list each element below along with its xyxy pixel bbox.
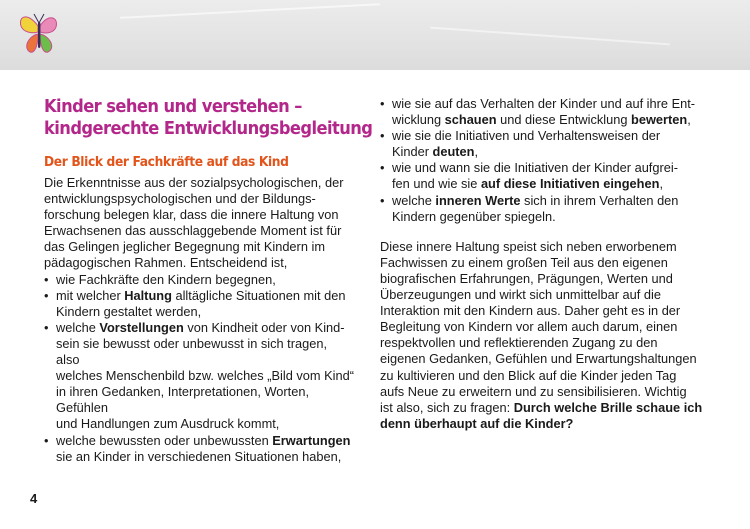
butterfly-icon [18, 10, 60, 58]
section-subtitle: Der Blick der Fachkräfte auf das Kind [44, 155, 289, 170]
bullet-list-left [44, 272, 354, 465]
page-title: Kinder sehen und verstehen – kindgerechte Entwicklungsbegleitung [44, 97, 373, 139]
body-paragraph: Diese innere Haltung speist sich neben erworbenem Fachwissen zu einem großen Teil aus den eigenen biografischen Erfahrungen, Prägungen, Werten und Überzeugungen und wirkt sich unmittelbar auf die Interaktion mit den Kindern aus. Daher geht es in der Begleitung von Kindern vor allem auch darum, einen respektvollen und reflektierenden Zugang zu den eigenen Gedanken, Gefühlen und Erwartungshaltungen zu kultivieren und den Blick auf die Kinder jeden Tag aufs Neue zu erweitern und zu sensibilisieren. Wichtig ist also, sich zu fragen: Durch welche Brille schaue ich denn überhaupt auf die Kinder? [380, 238, 703, 431]
list-item: • wie Fachkräfte den Kindern begegnen, [44, 272, 354, 288]
bullet-list-right [380, 96, 720, 225]
paper-crease [430, 27, 670, 46]
intro-paragraph: Die Erkenntnisse aus der sozialpsychologischen, der entwicklungspsychologischen und der Bildungs- forschung belegen klar, dass die innere Haltung von Erwachsenen das ausschlaggebende Moment ist für das Gelingen jeglicher Begegnung mit Kindern im pädagogischen Rahmen. Entscheidend ist, [44, 175, 344, 271]
right-column [380, 96, 720, 432]
list-item: • wie sie auf das Verhalten der Kinder und auf ihre Ent- wicklung schauen und diese Entwicklung bewerten, [380, 96, 720, 128]
list-item: • welche bewussten oder unbewussten Erwartungen sie an Kinder in verschiedenen Situationen haben, [44, 433, 354, 465]
list-item: • welche Vorstellungen von Kindheit oder von Kind- sein sie bewusst oder unbewusst in sich tragen, also welches Menschenbild bzw. welches „Bild vom Kind“ in ihren Gedanken, Interpretationen, Worten, Gefühlen und Handlungen zum Ausdruck kommt, [44, 320, 354, 433]
list-item: • wie und wann sie die Initiativen der Kinder aufgrei- fen und wie sie auf diese Initiativen eingehen, [380, 160, 720, 192]
list-item: • mit welcher Haltung alltägliche Situationen mit den Kindern gestaltet werden, [44, 288, 354, 320]
left-column [44, 96, 373, 465]
list-item: • welche inneren Werte sich in ihrem Verhalten den Kindern gegenüber spiegeln. [380, 193, 720, 225]
page-number: 4 [30, 491, 38, 506]
header-band [0, 0, 750, 70]
paper-crease [120, 3, 380, 19]
list-item: • wie sie die Initiativen und Verhaltensweisen der Kinder deuten, [380, 128, 720, 160]
